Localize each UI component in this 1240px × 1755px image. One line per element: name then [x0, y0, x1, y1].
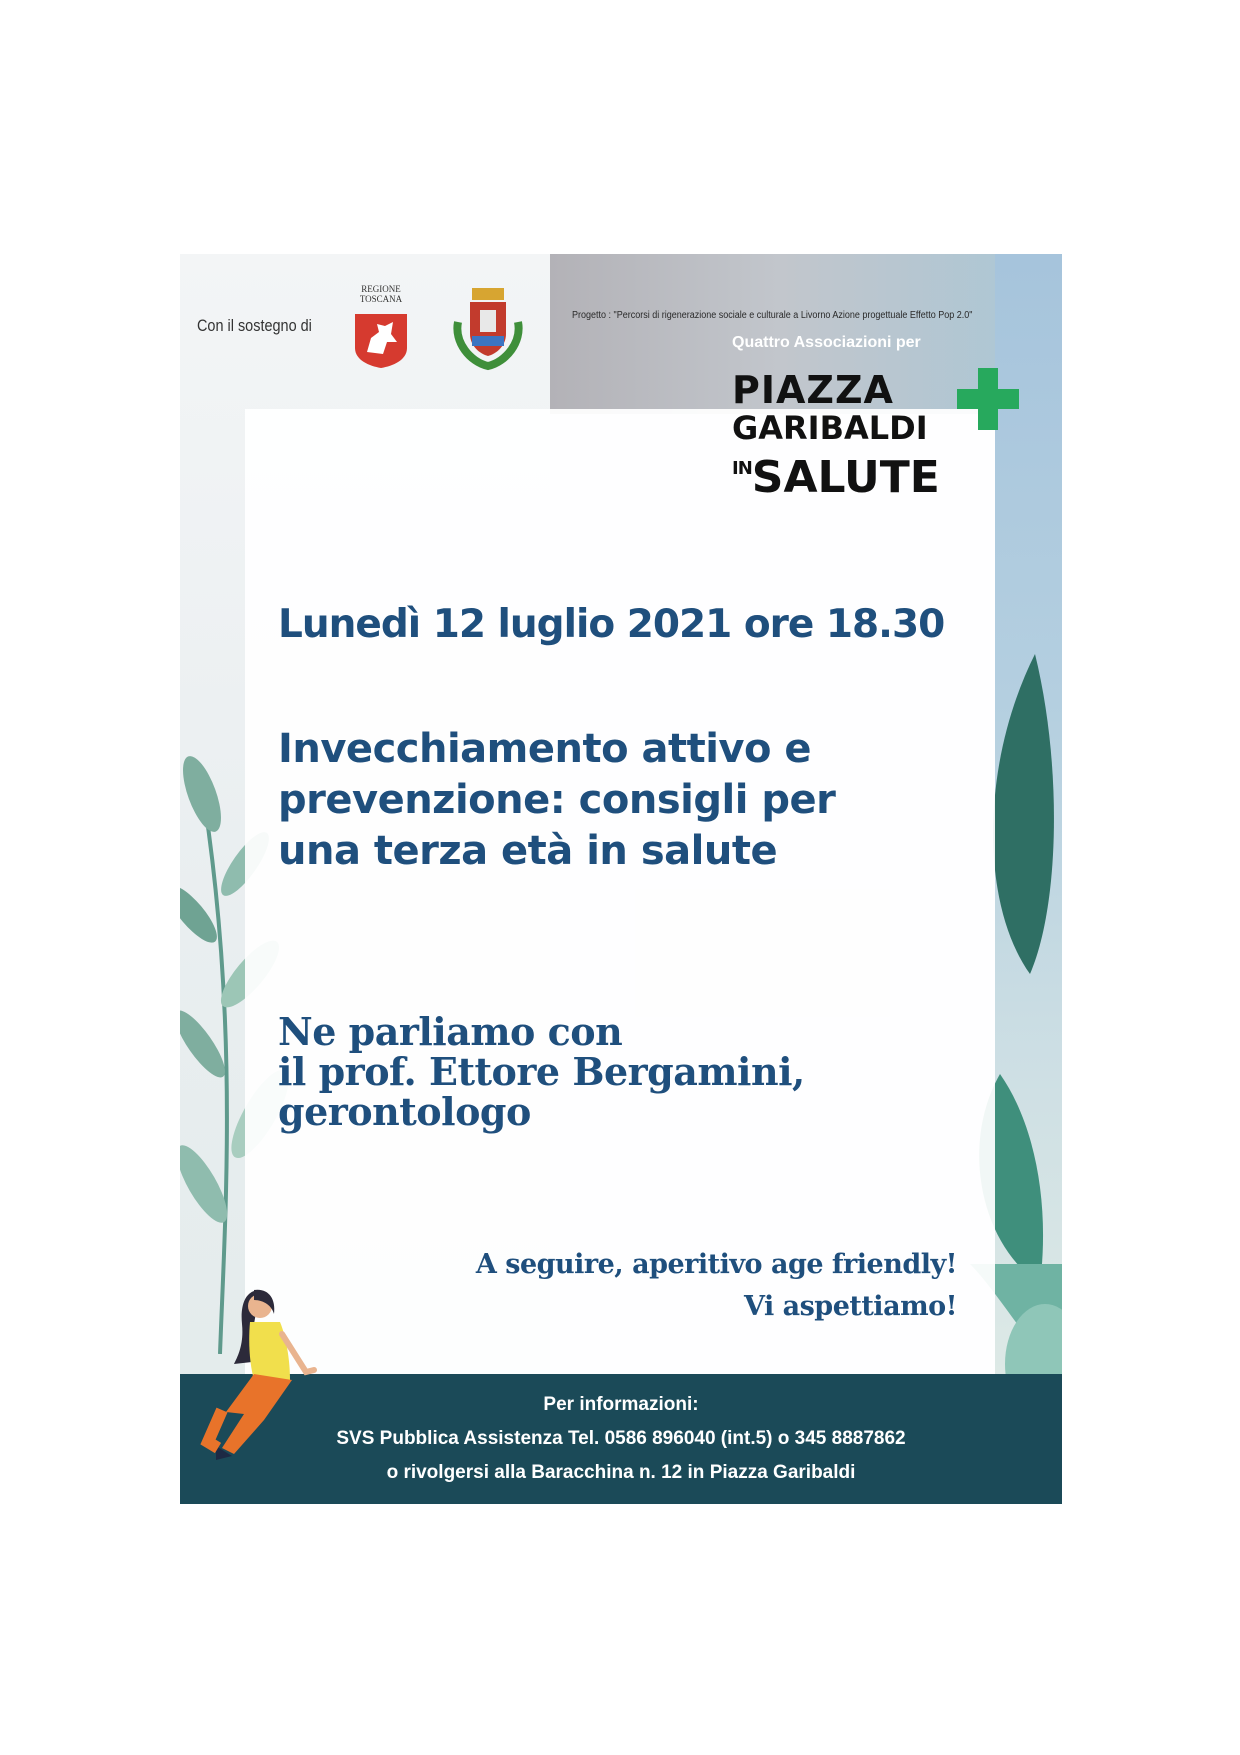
topic-line: prevenzione: consigli per	[278, 777, 836, 823]
event-speaker	[278, 1009, 805, 1134]
contact-line: SVS Pubblica Assistenza Tel. 0586 896040 (int.5) o 345 8887862	[336, 1428, 906, 1449]
event-date-time: Lunedì 12 luglio 2021 ore 18.30	[278, 602, 945, 647]
region-toscana-logo-icon	[353, 312, 409, 368]
project-line: Progetto : "Percorsi di rigenerazione sociale e culturale a Livorno Azione progettuale Effetto Pop 2.0"	[572, 310, 973, 321]
topic-line: Invecchiamento attivo e	[278, 726, 812, 772]
closing-line: Vi aspettiamo!	[743, 1291, 957, 1322]
title-in: IN	[732, 458, 752, 479]
event-topic	[278, 724, 958, 877]
associations-line: Quattro Associazioni per	[732, 334, 921, 351]
speaker-line: il prof. Ettore Bergamini,	[278, 1049, 805, 1094]
speaker-line: Ne parliamo con	[278, 1009, 623, 1054]
topic-line: una terza età in salute	[278, 828, 778, 874]
region-logo-text: REGIONE TOSCANA	[359, 284, 403, 304]
plus-cross-icon	[957, 389, 1019, 409]
location-line: o rivolgersi alla Baracchina n. 12 in Piazza Garibaldi	[386, 1462, 856, 1483]
closing-line: A seguire, aperitivo age friendly!	[475, 1249, 957, 1280]
title-line-2: GARIBALDI	[732, 409, 928, 447]
seated-woman-illustration-icon	[194, 1284, 324, 1464]
title-line-3	[732, 446, 940, 501]
event-poster	[180, 254, 1062, 1504]
event-series-title	[732, 370, 940, 501]
info-label: Per informazioni:	[543, 1394, 699, 1415]
speaker-line: gerontologo	[278, 1089, 531, 1134]
title-salute: SALUTE	[751, 452, 940, 503]
comune-livorno-crest-icon	[450, 282, 526, 374]
title-line-1: PIAZZA	[732, 368, 894, 412]
closing-note	[476, 1244, 957, 1328]
support-label: Con il sostegno di	[197, 316, 312, 335]
content-panel	[245, 409, 995, 1374]
